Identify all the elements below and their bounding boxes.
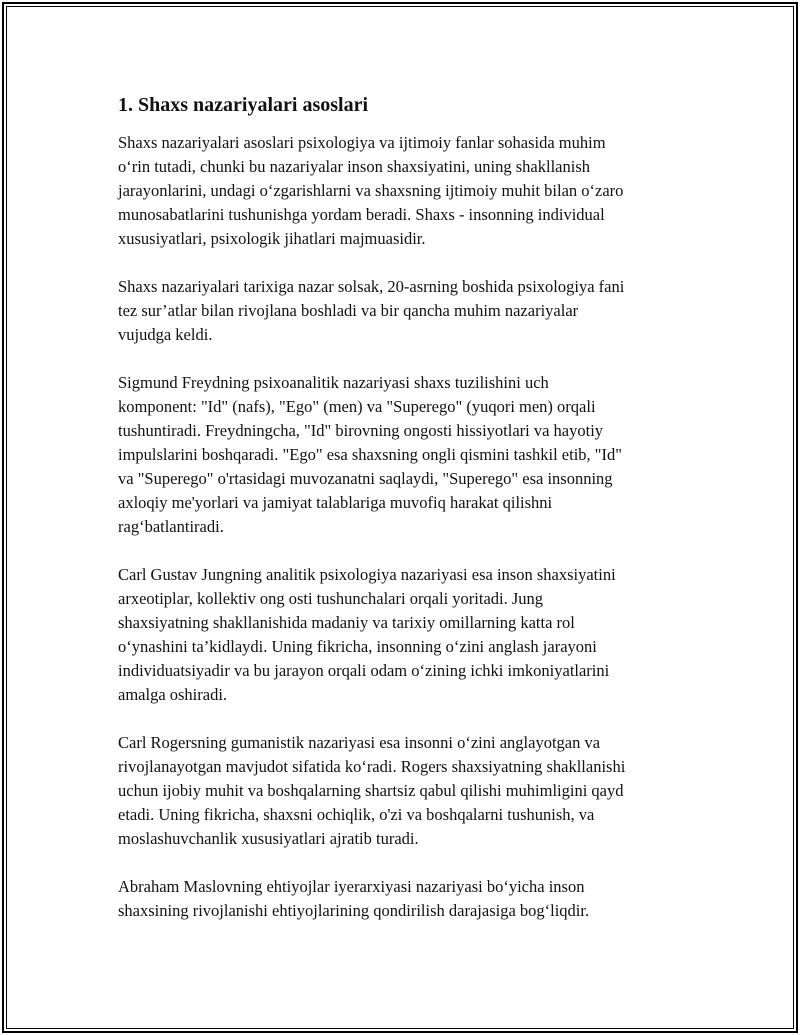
paragraph-history: Shaxs nazariyalari tarixiga nazar solsak, 20-asrning boshida psixologiya fani tez sur’atlar bilan rivojlana boshladi va bir qancha muhim nazariyalar vujudga keldi. xyxy=(118,277,625,344)
document-body xyxy=(118,92,688,947)
paragraph-jung: Carl Gustav Jungning analitik psixologiya nazariyasi esa inson shaxsiyatini arxeotiplar, kollektiv ong osti tushunchalari orqali yoritadi. Jung shaxsiyatning shakllanishida madaniy va tarixiy omillarning katta rol o‘ynashini ta’kidlaydi. Uning fikricha, insonning o‘zini anglash jarayoni individuatsiyadir va bu jarayon orqali odam o‘zining ichki imkoniyatlarini amalga oshiradi. xyxy=(118,565,616,704)
paragraph-freud: Sigmund Freydning psixoanalitik nazariyasi shaxs tuzilishini uch komponent: "Id" (nafs), "Ego" (men) va "Superego" (yuqori men) orqali tushuntiradi. Freydningcha, "Id" birovning ongosti hissiyotlari va hayotiy impulslarini boshqaradi. "Ego" esa shaxsning ongli qismini tashkil etib, "Id" va "Superego" o'rtasidagi muvozanatni saqlaydi, "Superego" esa insonning axloqiy me'yorlari va jamiyat talablariga muvofiq harakat qilishni rag‘batlantiradi. xyxy=(118,373,623,536)
section-heading: 1. Shaxs nazariyalari asoslari xyxy=(118,94,369,116)
paragraph-intro: Shaxs nazariyalari asoslari psixologiya va ijtimoiy fanlar sohasida muhim o‘rin tutadi, chunki bu nazariyalar inson shaxsiyatini, uning shakllanish jarayonlarini, undagi o‘zgarishlarni va shaxsning ijtimoiy muhit bilan o‘zaro munosabatlarini tushunishga yordam beradi. Shaxs - insonning individual xususiyatlari, psixologik jihatlari majmuasidir. xyxy=(118,133,624,248)
paragraph-rogers: Carl Rogersning gumanistik nazariyasi esa insonni o‘zini anglayotgan va rivojlanayotgan mavjudot sifatida ko‘radi. Rogers shaxsiyatning shakllanishi uchun ijobiy muhit va boshqalarning shartsiz qabul qilishi muhimligini qayd etadi. Uning fikricha, shaxsni ochiqlik, o'zi va boshqalarni tushunish, va moslashuvchanlik xususiyatlari ajratib turadi. xyxy=(118,733,626,848)
paragraph-maslow: Abraham Maslovning ehtiyojlar iyerarxiyasi nazariyasi bo‘yicha inson shaxsining rivojlanishi ehtiyojlarining qondirilish darajasiga bog‘liqdir. xyxy=(118,877,590,920)
